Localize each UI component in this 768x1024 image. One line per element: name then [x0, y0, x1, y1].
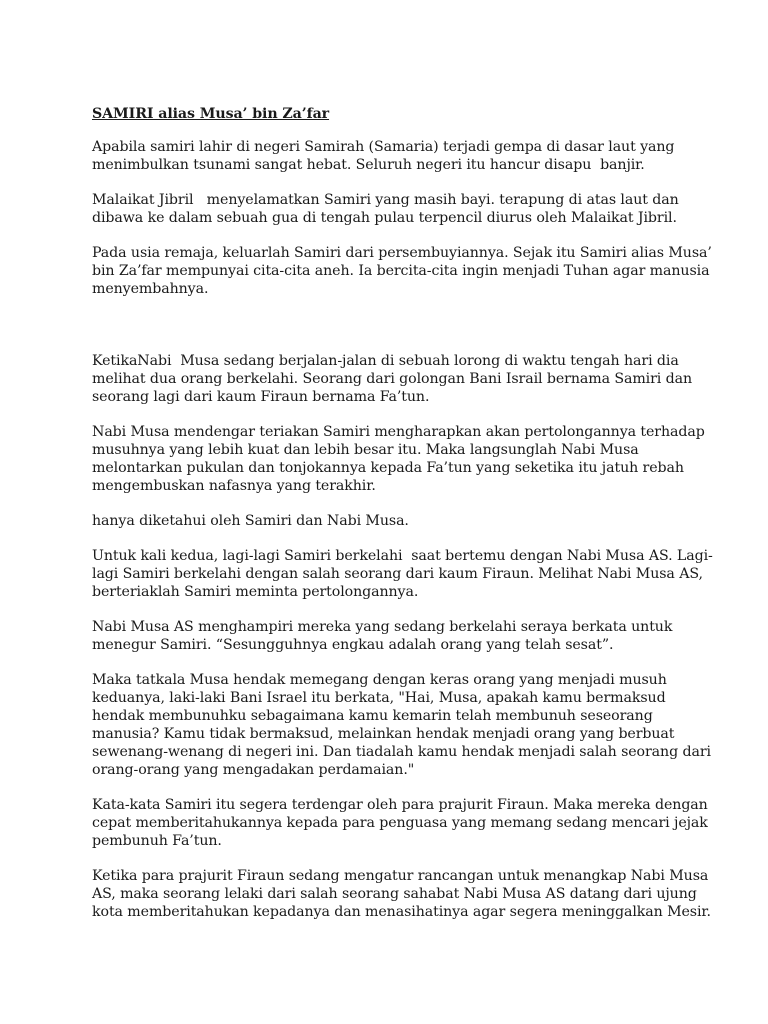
paragraph-line: KetikaNabi Musa sedang berjalan-jalan di sebuah lorong di waktu tengah hari dia: [92, 353, 679, 369]
paragraph-line: hendak membunuhku sebagaimana kamu kemarin telah membunuh seseorang: [92, 708, 653, 724]
paragraph-line: Kata-kata Samiri itu segera terdengar oleh para prajurit Firaun. Maka mereka dengan: [92, 797, 708, 813]
document-title: SAMIRI alias Musa’ bin Za’far: [92, 106, 330, 122]
paragraph-3: [92, 244, 712, 298]
paragraph-line: manusia? Kamu tidak bermaksud, melainkan hendak menjadi orang yang berbuat: [92, 726, 675, 742]
paragraph-line: lagi Samiri berkelahi dengan salah seorang dari kaum Firaun. Melihat Nabi Musa AS,: [92, 566, 703, 582]
paragraph-line: menimbulkan tsunami sangat hebat. Seluruh negeri itu hancur disapu banjir.: [92, 157, 645, 173]
paragraph-line: pembunuh Fa’tun.: [92, 833, 222, 849]
blank-space: [92, 315, 672, 352]
paragraph-line: sewenang-wenang di negeri ini. Dan tiadalah kamu hendak menjadi salah seorang dari: [92, 744, 711, 760]
paragraph-line: orang-orang yang mengadakan perdamaian.": [92, 762, 415, 778]
paragraph-line: bin Za’far mempunyai cita-cita aneh. Ia bercita-cita ingin menjadi Tuhan agar manusia: [92, 263, 710, 279]
paragraph-11: [92, 867, 711, 921]
paragraph-line: cepat memberitahukannya kepada para penguasa yang memang sedang mencari jejak: [92, 815, 708, 831]
paragraph-line: hanya diketahui oleh Samiri dan Nabi Musa.: [92, 513, 409, 529]
paragraph-line: AS, maka seorang lelaki dari salah seorang sahabat Nabi Musa AS datang dari ujung: [92, 886, 697, 902]
paragraph-line: musuhnya yang lebih kuat dan lebih besar itu. Maka langsunglah Nabi Musa: [92, 442, 639, 458]
paragraph-1: [92, 138, 675, 174]
paragraph-line: melihat dua orang berkelahi. Seorang dari golongan Bani Israil bernama Samiri dan: [92, 371, 693, 387]
paragraph-2: [92, 191, 679, 227]
paragraph-line: Apabila samiri lahir di negeri Samirah (Samaria) terjadi gempa di dasar laut yang: [92, 139, 675, 155]
paragraph-10: [92, 796, 708, 850]
paragraph-line: melontarkan pukulan dan tonjokannya kepada Fa’tun yang seketika itu jatuh rebah: [92, 460, 684, 476]
paragraph-9: [92, 671, 711, 779]
paragraph-5: [92, 423, 705, 495]
paragraph-4: [92, 352, 693, 406]
paragraph-line: Nabi Musa mendengar teriakan Samiri mengharapkan akan pertolongannya terhadap: [92, 424, 705, 440]
paragraph-line: Malaikat Jibril menyelamatkan Samiri yang masih bayi. terapung di atas laut dan: [92, 192, 679, 208]
paragraph-line: seorang lagi dari kaum Firaun bernama Fa’tun.: [92, 389, 430, 405]
paragraph-line: Nabi Musa AS menghampiri mereka yang sedang berkelahi seraya berkata untuk: [92, 619, 673, 635]
paragraph-line: keduanya, laki-laki Bani Israel itu berkata, "Hai, Musa, apakah kamu bermaksud: [92, 690, 666, 706]
paragraph-8: [92, 618, 672, 654]
paragraph-7: [92, 547, 713, 601]
paragraph-line: menegur Samiri. “Sesungguhnya engkau adalah orang yang telah sesat”.: [92, 637, 614, 653]
paragraph-6: [92, 512, 672, 530]
paragraph-line: mengembuskan nafasnya yang terakhir.: [92, 478, 376, 494]
paragraph-line: Ketika para prajurit Firaun sedang mengatur rancangan untuk menangkap Nabi Musa: [92, 868, 709, 884]
paragraph-line: kota memberitahukan kepadanya dan menasihatinya agar segera meninggalkan Mesir.: [92, 904, 711, 920]
paragraph-line: Maka tatkala Musa hendak memegang dengan keras orang yang menjadi musuh: [92, 672, 667, 688]
paragraph-line: dibawa ke dalam sebuah gua di tengah pulau terpencil diurus oleh Malaikat Jibril.: [92, 210, 677, 226]
paragraph-line: Untuk kali kedua, lagi-lagi Samiri berkelahi saat bertemu dengan Nabi Musa AS. Lagi-: [92, 548, 713, 564]
paragraph-line: menyembahnya.: [92, 281, 209, 297]
paragraph-line: Pada usia remaja, keluarlah Samiri dari persembuyiannya. Sejak itu Samiri alias Musa’: [92, 245, 712, 261]
paragraph-line: berteriaklah Samiri meminta pertolongannya.: [92, 584, 419, 600]
